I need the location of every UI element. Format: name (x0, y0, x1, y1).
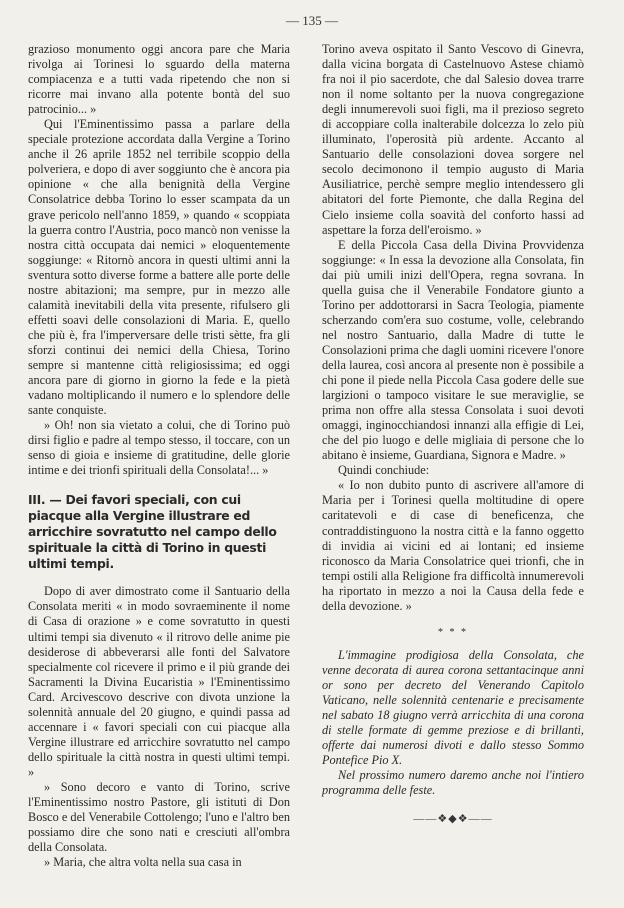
asterism-divider: * * * (438, 626, 468, 638)
paragraph: E della Piccola Casa della Divina Provvidenza soggiunge: « In essa la devozione alla Consolata, fin dai più umili inizi dell'Opera, regna sovrana. In quella guisa che il Venerabile Fondatore giunto a Torino per addottorarsi in Sacra Teologia, piamente scherzando com'era suo costume, volle, celebrando nel nostro Santuario, dalla Madre di tutte le Consolazioni prima che dagli uomini ricevere l'onore della laurea, così ancora al presente non è possibile a chi pone il piede nella Piccola Casa godere delle sue largizioni o tampoco visitare le sue meraviglie, se prima non offre alla stessa Consolata i suoi devoti omaggi, inginocchiandosi innanzi alla effigie di Lei, che del pio luogo e delle migliaia di persone che lo abitano è insieme, Guardiana, Signora e Madre. » (322, 237, 584, 463)
paragraph: Torino aveva ospitato il Santo Vescovo di Ginevra, dalla vicina borgata di Castelnuovo Astese chiamò fra noi il pio sacerdote, che dal Salesio dovea trarre non il nome soltanto per la nuova congregazione degli innumerevoli suoi figli, ma il prezioso segreto di accoppiare colla inalterabile dolcezza lo zelo più illuminato, l'operosità più ardente. Accanto al Santuario delle consolazioni dovea sorgere nel secolo decimonono il tempio augusto di Maria Ausiliatrice, perchè sempre meglio intendessero gli abitatori del forte Piemonte, che dalla Regina del Cielo insieme colla soavità del conforto hassi ad aspettare la forza dell'eroismo. » (322, 42, 584, 237)
page-number: — 135 — (286, 13, 338, 28)
paragraph: « Io non dubito punto di ascrivere all'amore di Maria per i Torinesi quella moltitudine di opere caritatevoli e di case di beneficenza, che contraddistinguono la nostra città e la fanno oggetto di invidia ai vicini ed ai lontani; ed insieme riconosco da Maria Consolatrice quei trionfi, che in tempi ostili alla Religione fra difficoltà innumerevoli ha riportato in mezzo a noi la Causa della fede e della devozione. » (322, 478, 584, 613)
paragraph: » Oh! non sia vietato a colui, che di Torino può dirsi figlio e padre al tempo stesso, il toccare, con un senso di gioia e insieme di gratitudine, delle glorie intime e dei trionfi spirituali della Consolata!... » (28, 418, 290, 478)
ornament-divider: ——❖◆❖—— (413, 813, 493, 826)
paragraph: » Sono decoro e vanto di Torino, scrive l'Eminentissimo nostro Pastore, gli istituti di Don Bosco e del Venerabile Cottolengo; l'uno e l'altro ben possiamo dire che sono nati e cresciuti all'ombra della Consolata. (28, 779, 290, 855)
italic-notice: L'immagine prodigiosa della Consolata, che venne decorata di aurea corona settantacinque anni or sono per decreto del Venerando Capitolo Vaticano, nelle solennità centenarie e precisamente nel sabato 18 giugno verrà arricchita di una corona di stelle formate di gemme preziose e di brillanti, offerte dai numerosi divoti e dallo stesso Sommo Pontefice Pio X. (322, 647, 584, 768)
paragraph: » Maria, che altra volta nella sua casa in (44, 855, 242, 870)
paragraph: Qui l'Eminentissimo passa a parlare della speciale protezione accordata dalla Vergine a Torino anche il 26 aprile 1852 nel terribile scoppio della polveriera, e dopo di aver soggiunto che è ancora pia opinione « che alla benignità della Vergine Consolatrice debba Torino lo esser scampata da un grave pericolo nell'anno 1859, » quando « scoppiata la guerra contro l'Austria, poco mancò non venisse la nostra città occupata dai nemici » eloquentemente soggiunge: « Ritornò ancora in questi ultimi anni la sventura sotto diverse forme a battere alle porte delle nostre abitazioni; ma sempre, pur in mezzo alle calamità inevitabili della vita presente, rifulsero gli effetti soavi delle consolazioni di Maria. E, quello che più è, fra l'imperversare delle tristi sètte, fra gli sforzi continui dei nemici della Chiesa, Torino sempre si mantenne città religiosissima; ed oggi ancora pare di giorno in giorno la fede e la pietà vadano moltiplicando il numero e lo splendore delle sante conquiste. (28, 117, 290, 418)
paragraph: grazioso monumento oggi ancora pare che Maria rivolga ai Torinesi lo sguardo della materna compiacenza e a tutti vada ripetendo che non si ricorre mai invano alla potente bontà del suo patrocinio... » (28, 42, 290, 117)
paragraph: Dopo di aver dimostrato come il Santuario della Consolata meriti « in modo sovraeminente il nome di Casa di orazione » e come sovratutto in questi ultimi tempi sia divenuto « il ritrovo delle anime pie desiderose di abbeverarsi alle fonti del Salvatore specialmente col ricevere il primo e il più grande dei Sacramenti la Divina Eucaristia » l'Eminentissimo Card. Arcivescovo descrive con divota unzione la solennità annuale del 20 giugno, e quindi passa ad accennare i « favori speciali con cui piacque alla Vergine illustrare ed arricchire sovratutto nel campo dello spirituale la città nostra in questi ultimi tempi. » (28, 584, 290, 779)
section-heading: III. — Dei favori speciali, con cui piacque alla Vergine illustrare ed arricchire sovratutto nel campo dello spirituale la città di Torino in questi ultimi tempi. (28, 492, 277, 572)
paragraph: Quindi conchiude: (338, 463, 430, 478)
left-column (28, 42, 290, 870)
right-column (322, 42, 584, 827)
italic-notice: Nel prossimo numero daremo anche noi l'intiero programma delle feste. (322, 768, 584, 798)
